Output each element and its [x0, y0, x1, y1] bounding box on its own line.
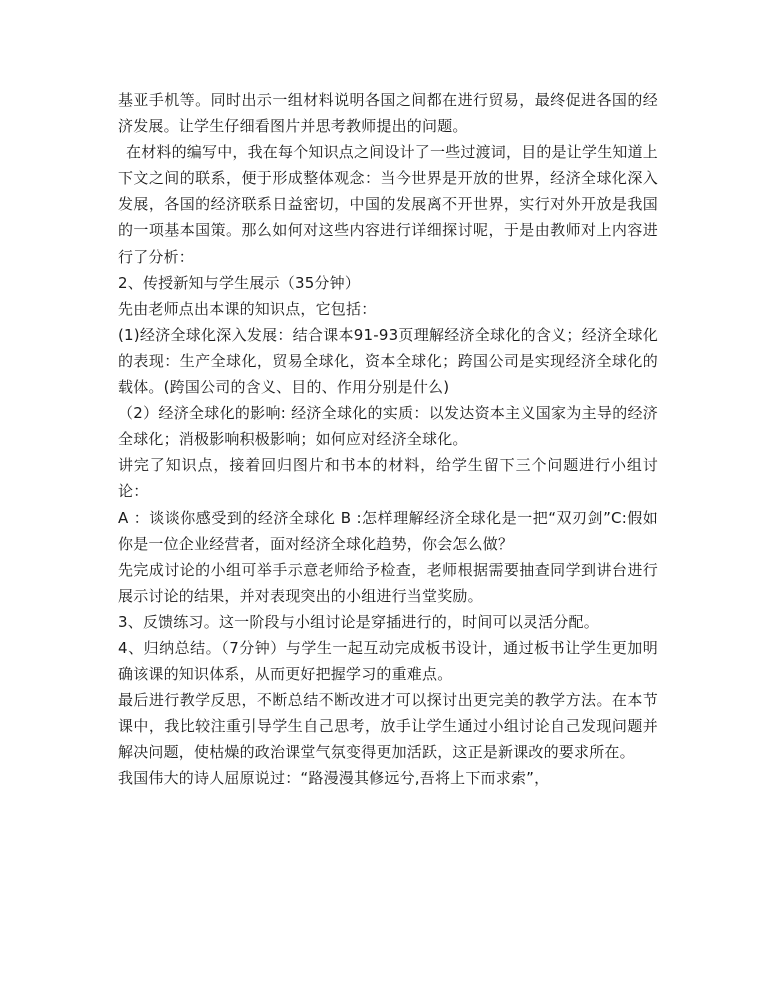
paragraph: 基亚手机等。同时出示一组材料说明各国之间都在进行贸易，最终促进各国的经济发展。让学生仔细看图片并思考教师提出的问题。	[118, 91, 658, 136]
section-heading: 4、归纳总结。（7分钟）与学生一起互动完成板书设计，通过板书让学生更加明确该课的知识体系，从而更好把握学习的重难点。	[118, 638, 658, 684]
list-item: （2）经济全球化的影响: 经济全球化的实质：以发达资本主义国家为主导的经济全球化；消极影响积极影响；如何应对经济全球化。	[118, 404, 658, 449]
paragraph: 在材料的编写中，我在每个知识点之间设计了一些过渡词，目的是让学生知道上下文之间的联系，便于形成整体观念：当今世界是开放的世界，经济全球化深入发展，各国的经济联系日益密切，中国的发展离不开世界，实行对外开放是我国的一项基本国策。那么如何对这些内容进行详细探讨呢，于是由教师对上内容进行了分析：	[118, 143, 659, 266]
document-body	[118, 87, 658, 792]
section-heading: 2、传授新知与学生展示（35分钟）	[118, 273, 361, 292]
paragraph: 最后进行教学反思，不断总结不断改进才可以探讨出更完美的教学方法。在本节课中，我比较注重引导学生自己思考，放手让学生通过小组讨论自己发现问题并解决问题，使枯燥的政治课堂气氛变得更加活跃，这正是新课改的要求所在。	[118, 691, 658, 762]
discussion-questions: A ：谈谈你感受到的经济全球化 B :怎样理解经济全球化是一把“双刃剑”C:假如你是一位企业经营者，面对经济全球化趋势，你会怎么做？	[118, 508, 658, 553]
paragraph: 先由老师点出本课的知识点，它包括：	[118, 299, 377, 318]
paragraph: 讲完了知识点，接着回归图片和书本的材料，给学生留下三个问题进行小组讨论：	[118, 456, 658, 501]
paragraph: 先完成讨论的小组可举手示意老师给予检查，老师根据需要抽查同学到讲台进行展示讨论的结果，并对表现突出的小组进行当堂奖励。	[118, 560, 658, 605]
list-item: (1)经济全球化深入发展：结合课本91-93页理解经济全球化的含义；经济全球化的表现：生产全球化，贸易全球化，资本全球化；跨国公司是实现经济全球化的载体。(跨国公司的含义、目的、作用分别是什么)	[118, 325, 658, 397]
paragraph: 我国伟大的诗人屈原说过：“路漫漫其修远兮,吾将上下而求索”，	[118, 769, 550, 788]
section-heading: 3、反馈练习。这一阶段与小组讨论是穿插进行的，时间可以灵活分配。	[118, 612, 599, 631]
